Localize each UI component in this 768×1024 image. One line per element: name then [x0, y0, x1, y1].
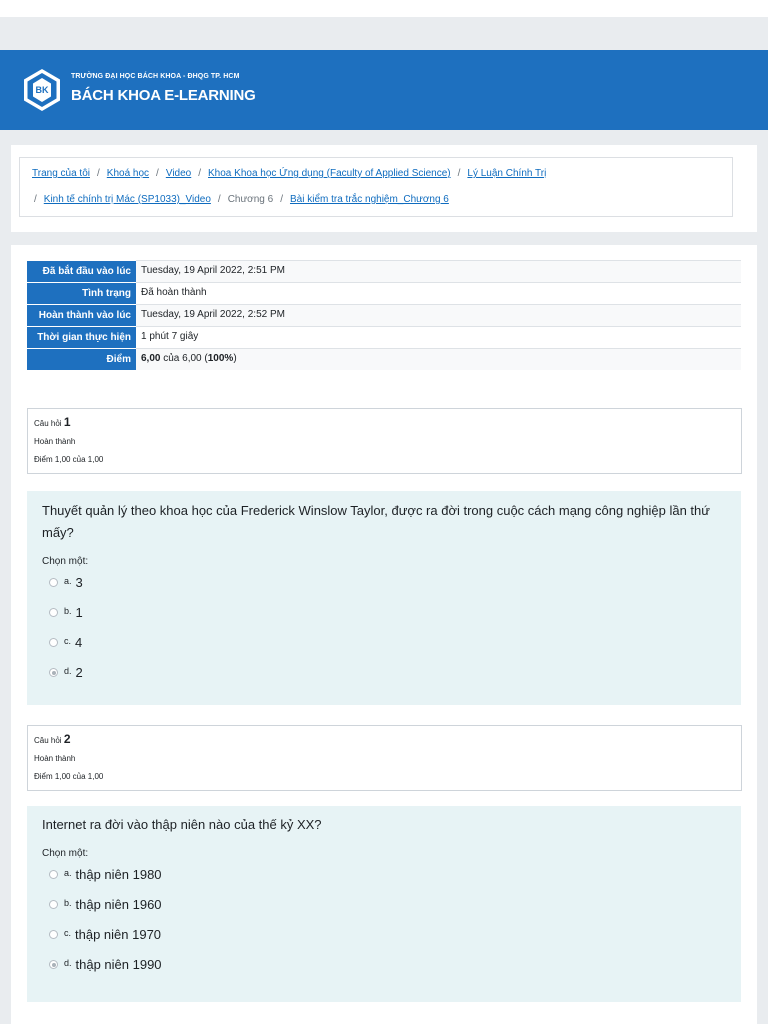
option-text: 1 — [75, 605, 83, 620]
option-text: thập niên 1990 — [75, 957, 162, 972]
answer-option[interactable] — [42, 661, 726, 691]
brand-subtitle: TRƯỜNG ĐẠI HỌC BÁCH KHOA - ĐHQG TP. HCM — [71, 73, 240, 80]
radio-button[interactable] — [49, 900, 58, 909]
breadcrumb-political-theory[interactable]: Lý Luận Chính Trị — [467, 168, 547, 179]
summary-row — [27, 326, 741, 348]
question-state: Hoàn thành — [34, 754, 76, 763]
question-label: Câu hỏi — [34, 419, 62, 428]
breadcrumb-video[interactable]: Video — [165, 168, 192, 179]
summary-value: Tuesday, 19 April 2022, 2:52 PM — [136, 304, 741, 326]
question-1-content — [27, 491, 741, 705]
answer-prompt: Chọn một: — [42, 848, 89, 859]
breadcrumb-line-1 — [32, 168, 546, 179]
option-letter: a. — [64, 868, 72, 878]
breadcrumb-faculty[interactable]: Khoa Khoa học Ứng dụng (Faculty of Applied Science) — [208, 168, 451, 179]
question-grade: Điểm 1,00 của 1,00 — [34, 455, 104, 464]
question-text: Thuyết quản lý theo khoa học của Frederick Winslow Taylor, được ra đời trong cuộc cách mạng công nghiệp lần thứ mấy? — [42, 503, 710, 540]
answer-option[interactable] — [42, 631, 726, 661]
breadcrumb-chapter: Chương 6 — [227, 194, 274, 205]
site-header — [0, 50, 768, 130]
question-state: Hoàn thành — [34, 437, 76, 446]
bk-logo-icon[interactable] — [22, 68, 62, 112]
brand-title[interactable]: BÁCH KHOA E-LEARNING — [71, 87, 256, 104]
summary-label: Tình trạng — [27, 282, 136, 304]
answer-option[interactable] — [42, 571, 726, 601]
breadcrumb-separator: / — [34, 194, 37, 205]
option-letter: d. — [64, 958, 72, 968]
option-letter: c. — [64, 928, 72, 938]
option-letter: c. — [64, 636, 72, 646]
breadcrumb-my-page[interactable]: Trang của tôi — [32, 168, 90, 179]
option-text: 2 — [75, 665, 83, 680]
answer-option[interactable] — [42, 863, 726, 893]
radio-button[interactable] — [49, 578, 58, 587]
breadcrumb — [19, 157, 733, 217]
breadcrumb-separator: / — [217, 194, 221, 205]
breadcrumb-course[interactable]: Kinh tế chính trị Mác (SP1033)_Video — [43, 194, 211, 205]
radio-button-selected[interactable] — [49, 960, 58, 969]
answer-option[interactable] — [42, 601, 726, 631]
answer-options — [42, 863, 726, 983]
summary-grade-value: 6,00 của 6,00 (100%) — [136, 348, 741, 370]
option-letter: d. — [64, 666, 72, 676]
option-text: thập niên 1960 — [75, 897, 162, 912]
answer-option[interactable] — [42, 923, 726, 953]
radio-button[interactable] — [49, 870, 58, 879]
breadcrumb-separator: / — [97, 168, 100, 179]
summary-label: Hoàn thành vào lúc — [27, 304, 136, 326]
breadcrumb-quiz[interactable]: Bài kiểm tra trắc nghiệm_Chương 6 — [289, 194, 449, 205]
question-number: 2 — [63, 732, 71, 746]
answer-options — [42, 571, 726, 691]
option-text: 4 — [75, 635, 83, 650]
summary-value: Tuesday, 19 April 2022, 2:51 PM — [136, 261, 741, 283]
answer-prompt: Chọn một: — [42, 556, 89, 567]
breadcrumb-separator: / — [198, 168, 202, 179]
question-label: Câu hỏi — [34, 736, 62, 745]
summary-row — [27, 348, 741, 370]
answer-option[interactable] — [42, 953, 726, 983]
summary-value: Đã hoàn thành — [136, 282, 741, 304]
breadcrumb-separator: / — [156, 168, 159, 179]
summary-label: Điểm — [27, 348, 136, 370]
top-strip — [0, 0, 768, 17]
summary-label: Đã bắt đầu vào lúc — [27, 261, 136, 283]
question-number: 1 — [63, 415, 71, 429]
summary-label: Thời gian thực hiện — [27, 326, 136, 348]
option-text: thập niên 1970 — [75, 927, 162, 942]
summary-row — [27, 261, 741, 283]
breadcrumb-separator: / — [457, 168, 461, 179]
radio-button[interactable] — [49, 638, 58, 647]
radio-button[interactable] — [49, 608, 58, 617]
option-text: 3 — [75, 575, 83, 590]
logo-text: BK — [35, 85, 49, 95]
question-grade: Điểm 1,00 của 1,00 — [34, 772, 104, 781]
summary-row — [27, 304, 741, 326]
radio-button[interactable] — [49, 930, 58, 939]
breadcrumb-separator: / — [280, 194, 283, 205]
summary-row — [27, 282, 741, 304]
option-text: thập niên 1980 — [75, 867, 162, 882]
summary-value: 1 phút 7 giây — [136, 326, 741, 348]
option-letter: a. — [64, 576, 72, 586]
option-letter: b. — [64, 898, 72, 908]
question-text: Internet ra đời vào thập niên nào của thế kỷ XX? — [42, 817, 322, 832]
answer-option[interactable] — [42, 893, 726, 923]
question-1-info — [27, 408, 742, 474]
breadcrumb-courses[interactable]: Khoá học — [106, 168, 150, 179]
radio-button-selected[interactable] — [49, 668, 58, 677]
question-2-info — [27, 725, 742, 791]
breadcrumb-card — [11, 145, 757, 232]
quiz-review-card — [11, 245, 757, 1024]
option-letter: b. — [64, 606, 72, 616]
breadcrumb-line-2 — [34, 194, 449, 205]
question-2-content — [27, 806, 741, 1002]
attempt-summary-table — [27, 260, 741, 371]
